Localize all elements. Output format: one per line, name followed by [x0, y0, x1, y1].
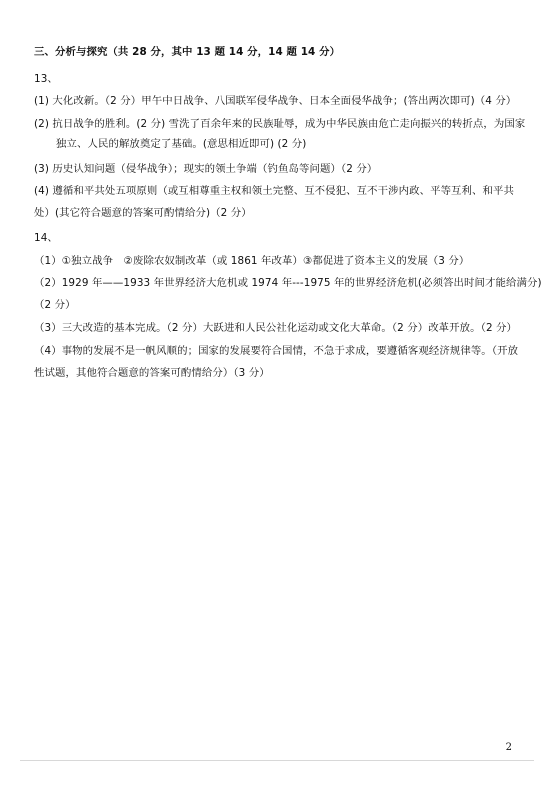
q13-answer-2-continued: 独立、人民的解放奠定了基础。(意思相近即可) (2 分)	[56, 138, 307, 150]
q13-answer-2: (2) 抗日战争的胜利。(2 分) 雪洗了百余年来的民族耻辱，成为中华民族由危亡走向振兴的转折点，为国家	[34, 118, 526, 130]
q13-answer-4-continued: 处）(其它符合题意的答案可酌情给分)（2 分）	[34, 207, 252, 219]
q13-answer-1: (1) 大化改新。（2 分）甲午中日战争、八国联军侵华战争、日本全面侵华战争；(答出两次即可)（4 分）	[34, 95, 517, 107]
section-heading: 三、分析与探究（共 28 分，其中 13 题 14 分，14 题 14 分）	[34, 46, 341, 58]
q14-answer-2-continued: （2 分）	[34, 299, 76, 311]
q14-answer-1: （1）①独立战争 ②废除农奴制改革（或 1861 年改革）③都促进了资本主义的发展（3 分）	[34, 255, 470, 267]
question-14-number: 14、	[34, 232, 58, 244]
q14-answer-2: （2）1929 年——1933 年世界经济大危机或 1974 年---1975 年的世界经济危机(必须答出时间才能给满分)	[34, 277, 542, 289]
q14-answer-4-continued: 性试题，其他符合题意的答案可酌情给分）（3 分）	[34, 367, 270, 379]
q14-answer-4: （4）事物的发展不是一帆风顺的；国家的发展要符合国情，不急于求成，要遵循客观经济规律等。（开放	[34, 345, 519, 357]
q13-answer-3: (3) 历史认知问题（侵华战争）；现实的领土争端（钓鱼岛等问题）（2 分）	[34, 163, 378, 175]
q14-answer-3: （3）三大改造的基本完成。（2 分）大跃进和人民公社化运动或文化大革命。（2 分）改革开放。（2 分）	[34, 322, 518, 334]
question-13-number: 13、	[34, 73, 58, 85]
page-number: 2	[505, 742, 512, 753]
q13-answer-4: (4) 遵循和平共处五项原则（或互相尊重主权和领土完整、互不侵犯、互不干涉内政、平等互利、和平共	[34, 185, 515, 197]
page-bottom-divider	[20, 760, 534, 761]
